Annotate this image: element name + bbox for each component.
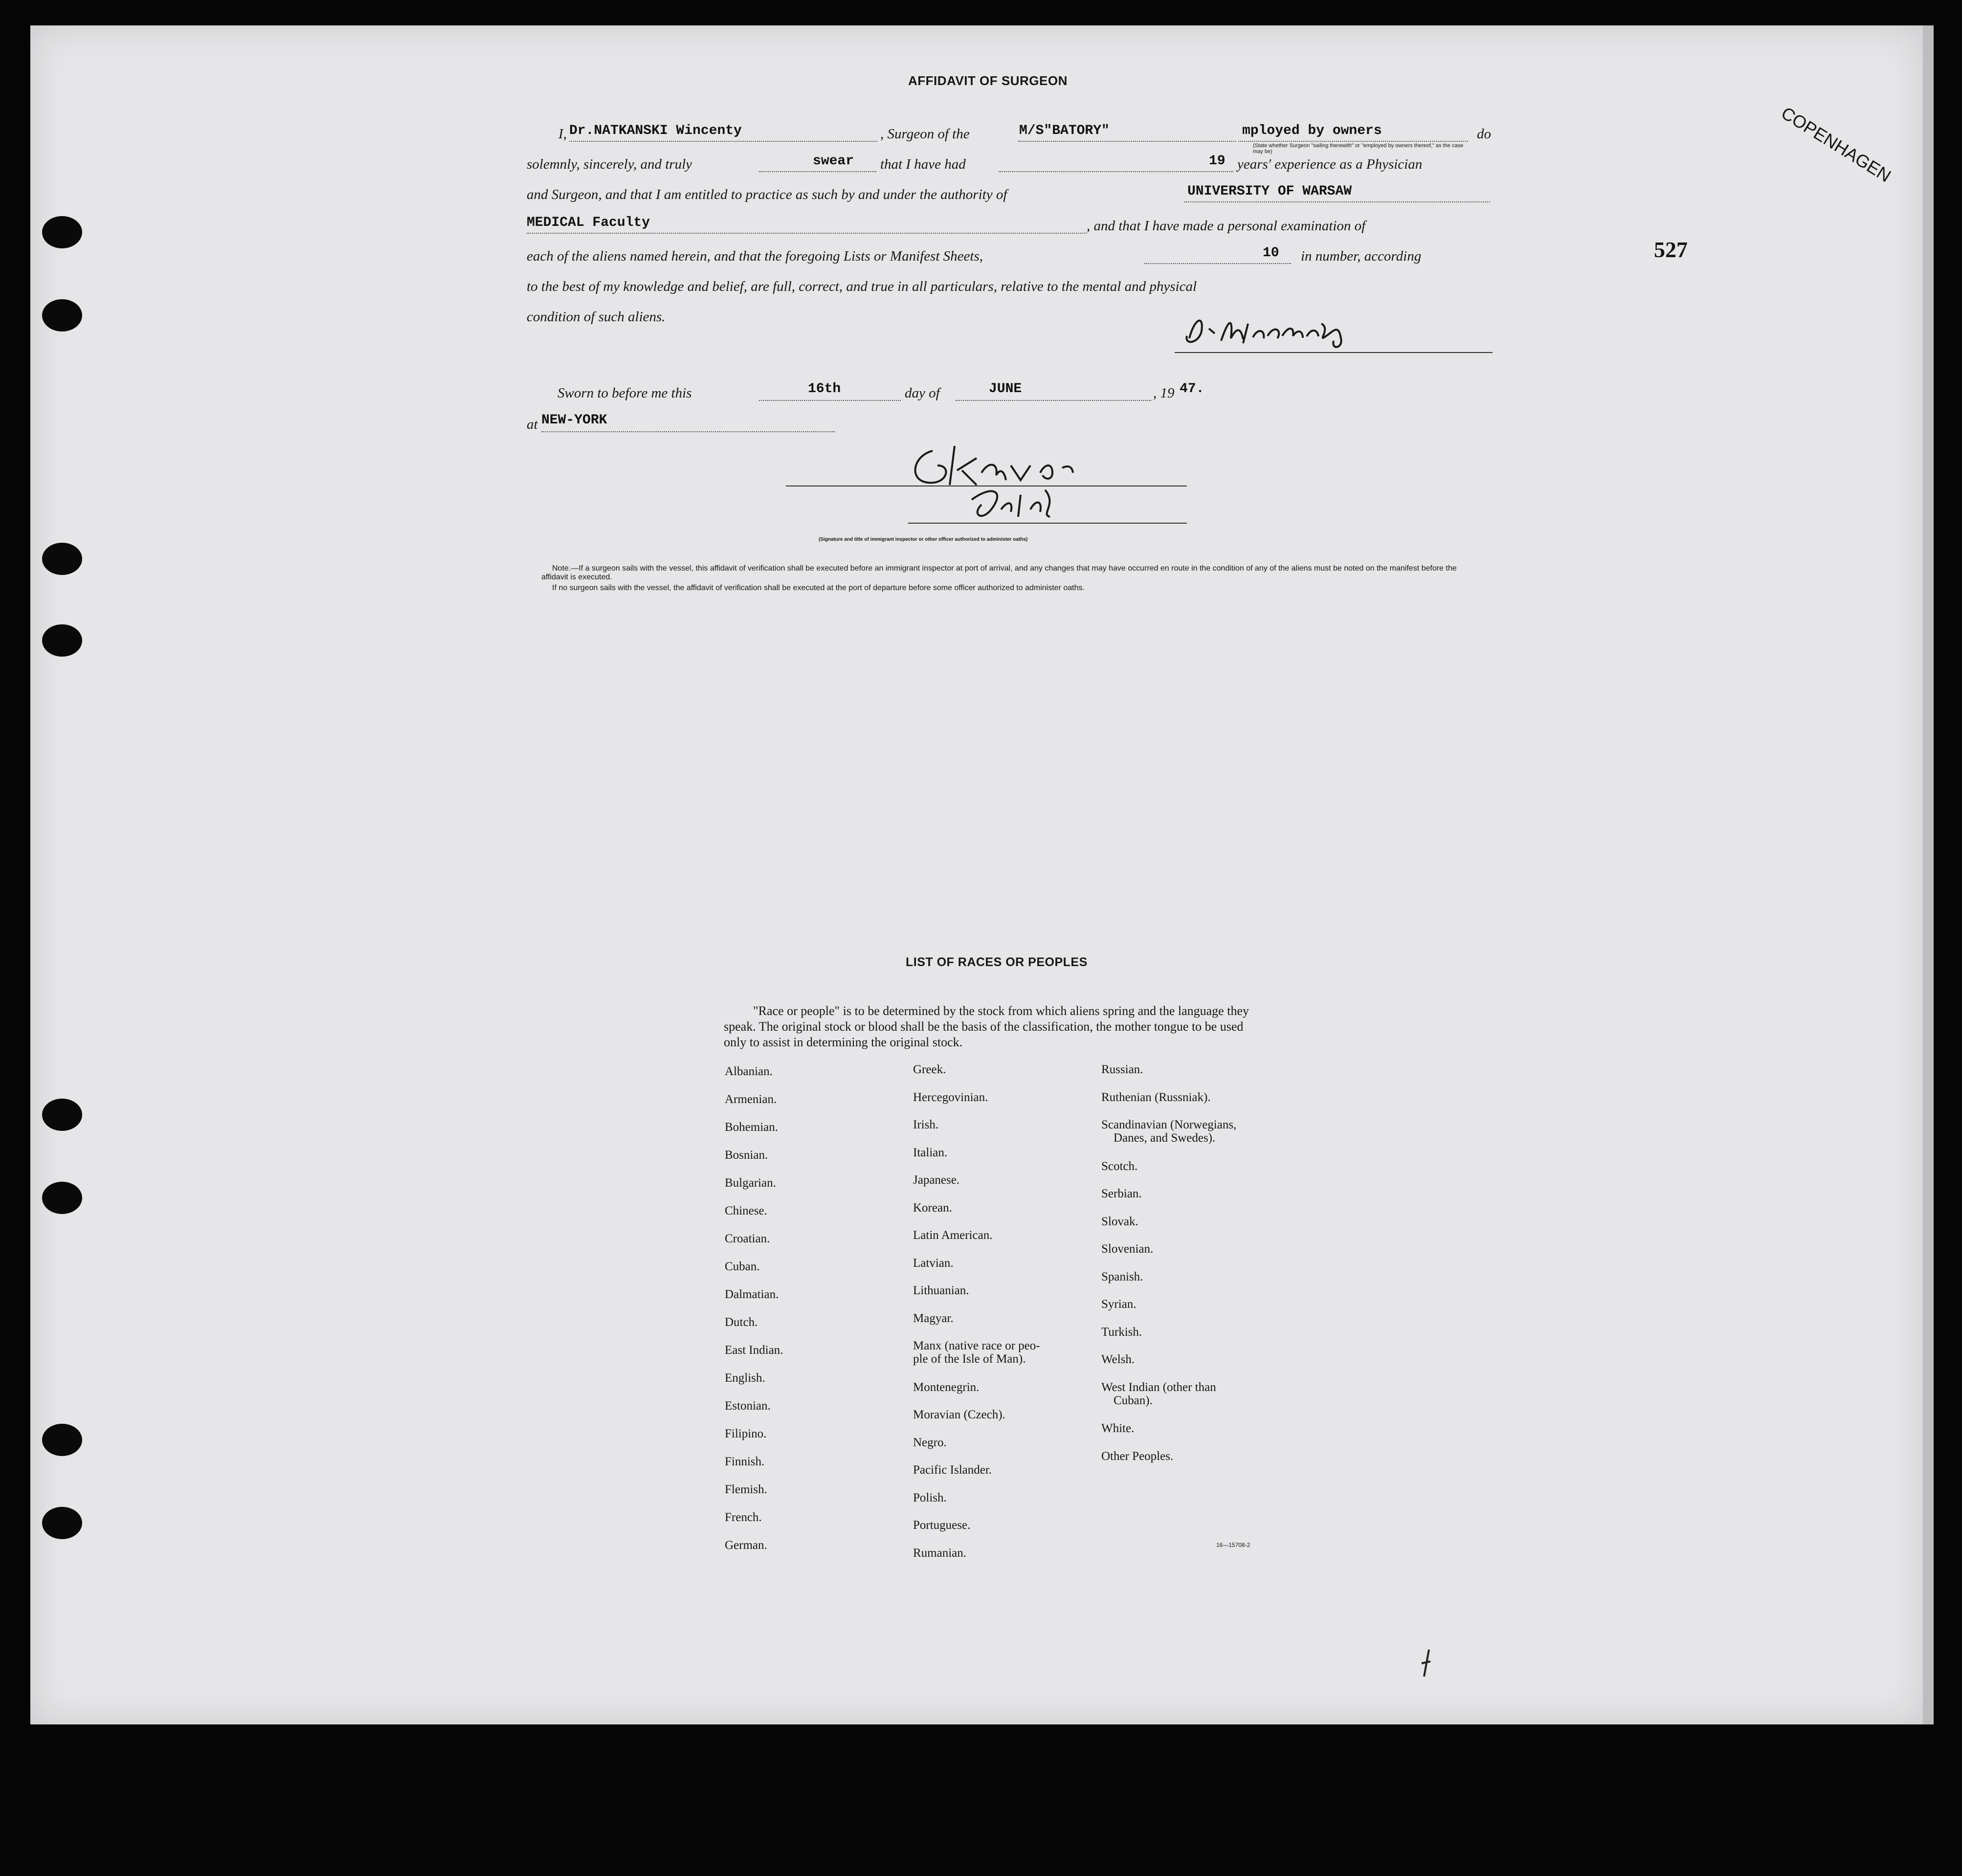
surgeon-signature-line [1175,352,1493,353]
binder-hole [42,216,82,248]
note-2: If no surgeon sails with the vessel, the affidavit of verification shall be executed at the port of departure before some officer authorized to administer oaths. [552,584,1085,592]
affidavit-line-2a: solemnly, sincerely, and truly [527,156,692,172]
affidavit-line-6: to the best of my knowledge and belief, are full, correct, and true in all particulars, relative to the mental and physical [527,279,1197,294]
place-value: NEW-YORK [541,413,607,428]
affidavit-line-1a: I, [558,126,567,142]
race-item: Greek. [913,1063,946,1076]
years-value: 19 [1209,154,1226,169]
race-item: Turkish. [1101,1325,1142,1339]
race-item: Japanese. [913,1173,960,1187]
note-1: Note.—If a surgeon sails with the vessel, this affidavit of verification shall be executed before an immigrant inspector at port of arrival, and any changes that may have occurred en route in the condition of any of the aliens must be noted on the manifest before the affidavit is executed. [541,564,1457,581]
race-item: Pacific Islander. [913,1463,992,1477]
surgeon-signature [1175,309,1488,353]
race-item: Negro. [913,1435,947,1449]
race-item: Bulgarian. [725,1176,776,1190]
day-value: 16th [808,381,841,397]
races-title: LIST OF RACES OR PEOPLES [906,955,1088,969]
race-item: Ruthenian (Russniak). [1101,1090,1211,1104]
race-item: Scandinavian (Norwegians, Danes, and Swedes). [1101,1118,1237,1145]
employment-note: (State whether Surgeon "sailing therewith" or "employed by owners thereof," as the case may be) [1253,143,1464,154]
race-item: Dutch. [725,1316,758,1329]
race-item: Hercegovinian. [913,1090,988,1104]
race-item: Bosnian. [725,1148,768,1162]
form-code: 16—15708-2 [1216,1542,1250,1548]
race-item: Spanish. [1101,1270,1143,1283]
race-item: Korean. [913,1201,952,1214]
binder-hole [42,299,82,331]
month-field [956,400,1151,401]
affidavit-line-1b: , Surgeon of the [880,126,970,142]
race-item: Scotch. [1101,1159,1138,1173]
race-item: Estonian. [725,1399,771,1413]
race-item: Italian. [913,1146,948,1159]
race-item: Albanian. [725,1065,773,1078]
race-item: Portuguese. [913,1519,971,1532]
employment-value: mployed by owners [1242,123,1382,138]
race-item: Slovenian. [1101,1242,1154,1256]
year-label: , 19 [1153,385,1175,401]
sworn-label: Sworn to before me this [557,385,692,401]
signature-caption: (Signature and title of immigrant inspector or other officer authorized to administer oaths) [819,537,1028,542]
race-item: White. [1101,1422,1135,1435]
race-item: Filipino. [725,1427,767,1440]
race-item: Moravian (Czech). [913,1408,1005,1421]
race-item: Serbian. [1101,1187,1142,1200]
race-item: Flemish. [725,1483,767,1496]
race-item: Chinese. [725,1204,767,1217]
race-item: Syrian. [1101,1298,1137,1311]
race-item: Irish. [913,1118,939,1131]
race-item: Croatian. [725,1232,770,1245]
oath-field [759,171,876,172]
sheets-value: 10 [1263,245,1279,261]
vessel-value: M/S"BATORY" [1019,123,1110,138]
oath-value: swear [813,154,854,169]
inspector-signature [786,436,1187,529]
race-item: Other Peoples. [1101,1449,1174,1463]
surgeon-name-value: Dr.NATKANSKI Wincenty [569,123,742,138]
authority-value-2: MEDICAL Faculty [527,215,650,230]
race-item: Finnish. [725,1455,765,1468]
affidavit-title: AFFIDAVIT OF SURGEON [908,73,1068,88]
race-item: French. [725,1511,762,1524]
employment-field [1238,141,1468,142]
month-value: JUNE [989,381,1022,397]
place-field [541,431,835,432]
binder-hole [42,1099,82,1131]
affidavit-line-2c: years' experience as a Physician [1237,156,1423,172]
races-intro: "Race or people" is to be determined by the stock from which aliens spring and the language they speak. The original stock or blood shall be the basis of the classification, the mother tongue to be used only to assist in determining the original stock. [724,1004,1249,1049]
binder-hole [42,1507,82,1539]
race-item: West Indian (other than Cuban). [1101,1380,1216,1407]
race-item: English. [725,1371,765,1385]
race-item: Polish. [913,1491,947,1504]
affidavit-line-2b: that I have had [880,156,966,172]
race-item: Rumanian. [913,1546,967,1560]
affidavit-line-4: , and that I have made a personal examination of [1087,218,1366,234]
affidavit-line-1c: do [1477,126,1491,142]
year-value: 47. [1180,381,1204,397]
race-item: Latvian. [913,1256,954,1270]
race-item: German. [725,1539,767,1552]
at-label: at [527,417,538,432]
page-number: 527 [1654,237,1688,262]
authority-value-1: UNIVERSITY OF WARSAW [1187,184,1352,199]
vessel-field [1018,141,1236,142]
binder-hole [42,624,82,657]
race-item: Dalmatian. [725,1288,779,1301]
affidavit-line-3: and Surgeon, and that I am entitled to practice as such by and under the authority of [527,187,1007,202]
affidavit-line-5b: in number, according [1301,248,1422,264]
race-item: Bohemian. [725,1121,779,1134]
affidavit-line-5a: each of the aliens named herein, and that the foregoing Lists or Manifest Sheets, [527,248,983,264]
binder-hole [42,543,82,575]
race-item: Cuban. [725,1260,760,1273]
day-of-label: day of [905,385,940,401]
race-item: Russian. [1101,1063,1143,1076]
race-item: Latin American. [913,1229,993,1242]
authority-field-1 [1184,201,1490,202]
race-item: Montenegrin. [913,1380,980,1394]
race-item: Armenian. [725,1093,777,1106]
manifest-sheet [30,25,1934,1724]
surgeon-name-field [569,141,877,142]
binder-hole [42,1182,82,1214]
race-item: Lithuanian. [913,1284,969,1297]
affidavit-line-7: condition of such aliens. [527,309,666,325]
sheets-field [1144,263,1291,264]
years-field [999,171,1233,172]
copenhagen-stamp: COPENHAGEN [1778,103,1895,186]
race-item: Magyar. [913,1311,954,1325]
day-field [759,400,901,401]
race-item: Manx (native race or peo- ple of the Isle of Man). [913,1339,1040,1366]
binder-hole [42,1424,82,1456]
race-item: Slovak. [1101,1214,1138,1228]
race-item: East Indian. [725,1344,783,1357]
authority-field-2 [527,233,1087,234]
stray-mark [1419,1649,1434,1678]
race-item: Welsh. [1101,1353,1135,1366]
